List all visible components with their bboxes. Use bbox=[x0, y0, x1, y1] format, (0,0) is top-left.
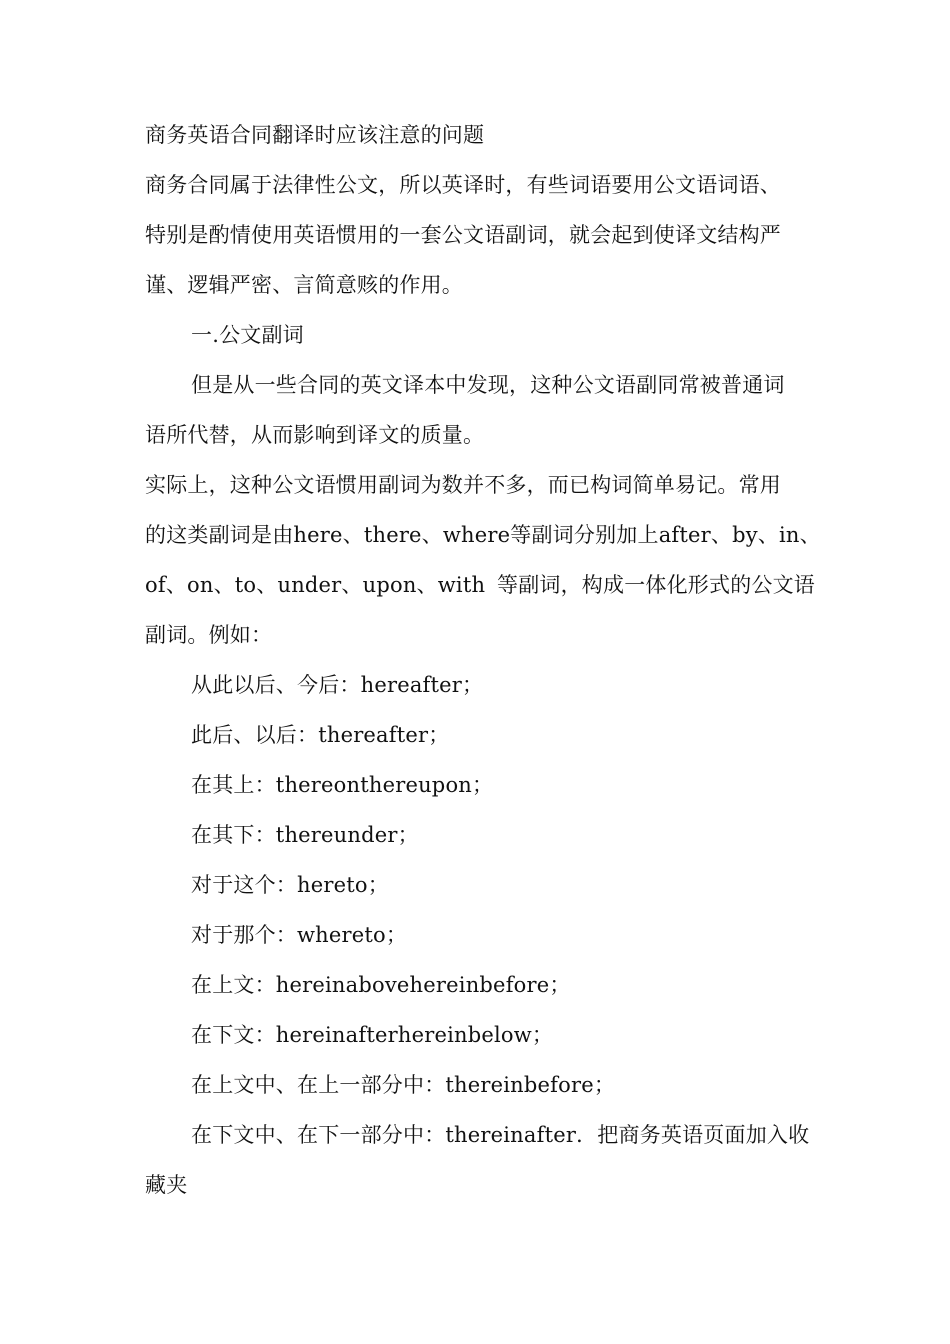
example-item: 对于这个：hereto； bbox=[191, 873, 389, 897]
intro-line-3: 谨、逻辑严密、言简意赅的作用。 bbox=[145, 273, 463, 297]
example-item: 从此以后、今后：hereafter； bbox=[191, 673, 484, 697]
example-item: 在下文：hereinafterhereinbelow； bbox=[191, 1023, 554, 1047]
section-heading: 一.公文副词 bbox=[191, 323, 304, 347]
example-item: 在下文中、在下一部分中：thereinafter．把商务英语页面加入收 bbox=[191, 1123, 810, 1147]
example-item: 在其下：thereunder； bbox=[191, 823, 419, 847]
para3-line-2 bbox=[145, 520, 821, 550]
example-item: 在上文：hereinabovehereinbefore； bbox=[191, 973, 571, 997]
para3-line-3-part-2: 等副词，构成一体化形式的公文语 bbox=[497, 573, 815, 597]
intro-line-2: 特别是酌情使用英语惯用的一套公文语副词，就会起到使译文结构严 bbox=[145, 223, 781, 247]
document-title: 商务英语合同翻译时应该注意的问题 bbox=[145, 123, 485, 147]
para3-line-2-part-4: after、by、in、 bbox=[658, 523, 821, 547]
para3-line-4: 副词。例如： bbox=[145, 623, 273, 647]
para3-line-3-part-1: of、on、to、under、upon、with bbox=[145, 573, 486, 597]
example-item: 对于那个：whereto； bbox=[191, 923, 408, 947]
intro-line-1: 商务合同属于法律性公文，所以英译时，有些词语要用公文语词语、 bbox=[145, 173, 781, 197]
para2-line-2: 语所代替，从而影响到译文的质量。 bbox=[145, 423, 485, 447]
para3-line-2-part-2: here、there、where bbox=[293, 523, 511, 547]
para2-line-1: 但是从一些合同的英文译本中发现，这种公文语副同常被普通词 bbox=[191, 373, 785, 397]
example-item: 在上文中、在上一部分中：thereinbefore； bbox=[191, 1073, 616, 1097]
para3-line-2-part-3: 等副词分别加上 bbox=[510, 523, 659, 547]
para3-line-2-part-1: 的这类副词是由 bbox=[145, 523, 294, 547]
example-item: 此后、以后：thereafter； bbox=[191, 723, 450, 747]
para3-line-3 bbox=[145, 570, 815, 600]
example-item: 在其上：thereonthereupon； bbox=[191, 773, 494, 797]
closing-line: 藏夹 bbox=[145, 1173, 188, 1197]
para3-line-1: 实际上，这种公文语惯用副词为数并不多，而已构词简单易记。常用 bbox=[145, 473, 781, 497]
